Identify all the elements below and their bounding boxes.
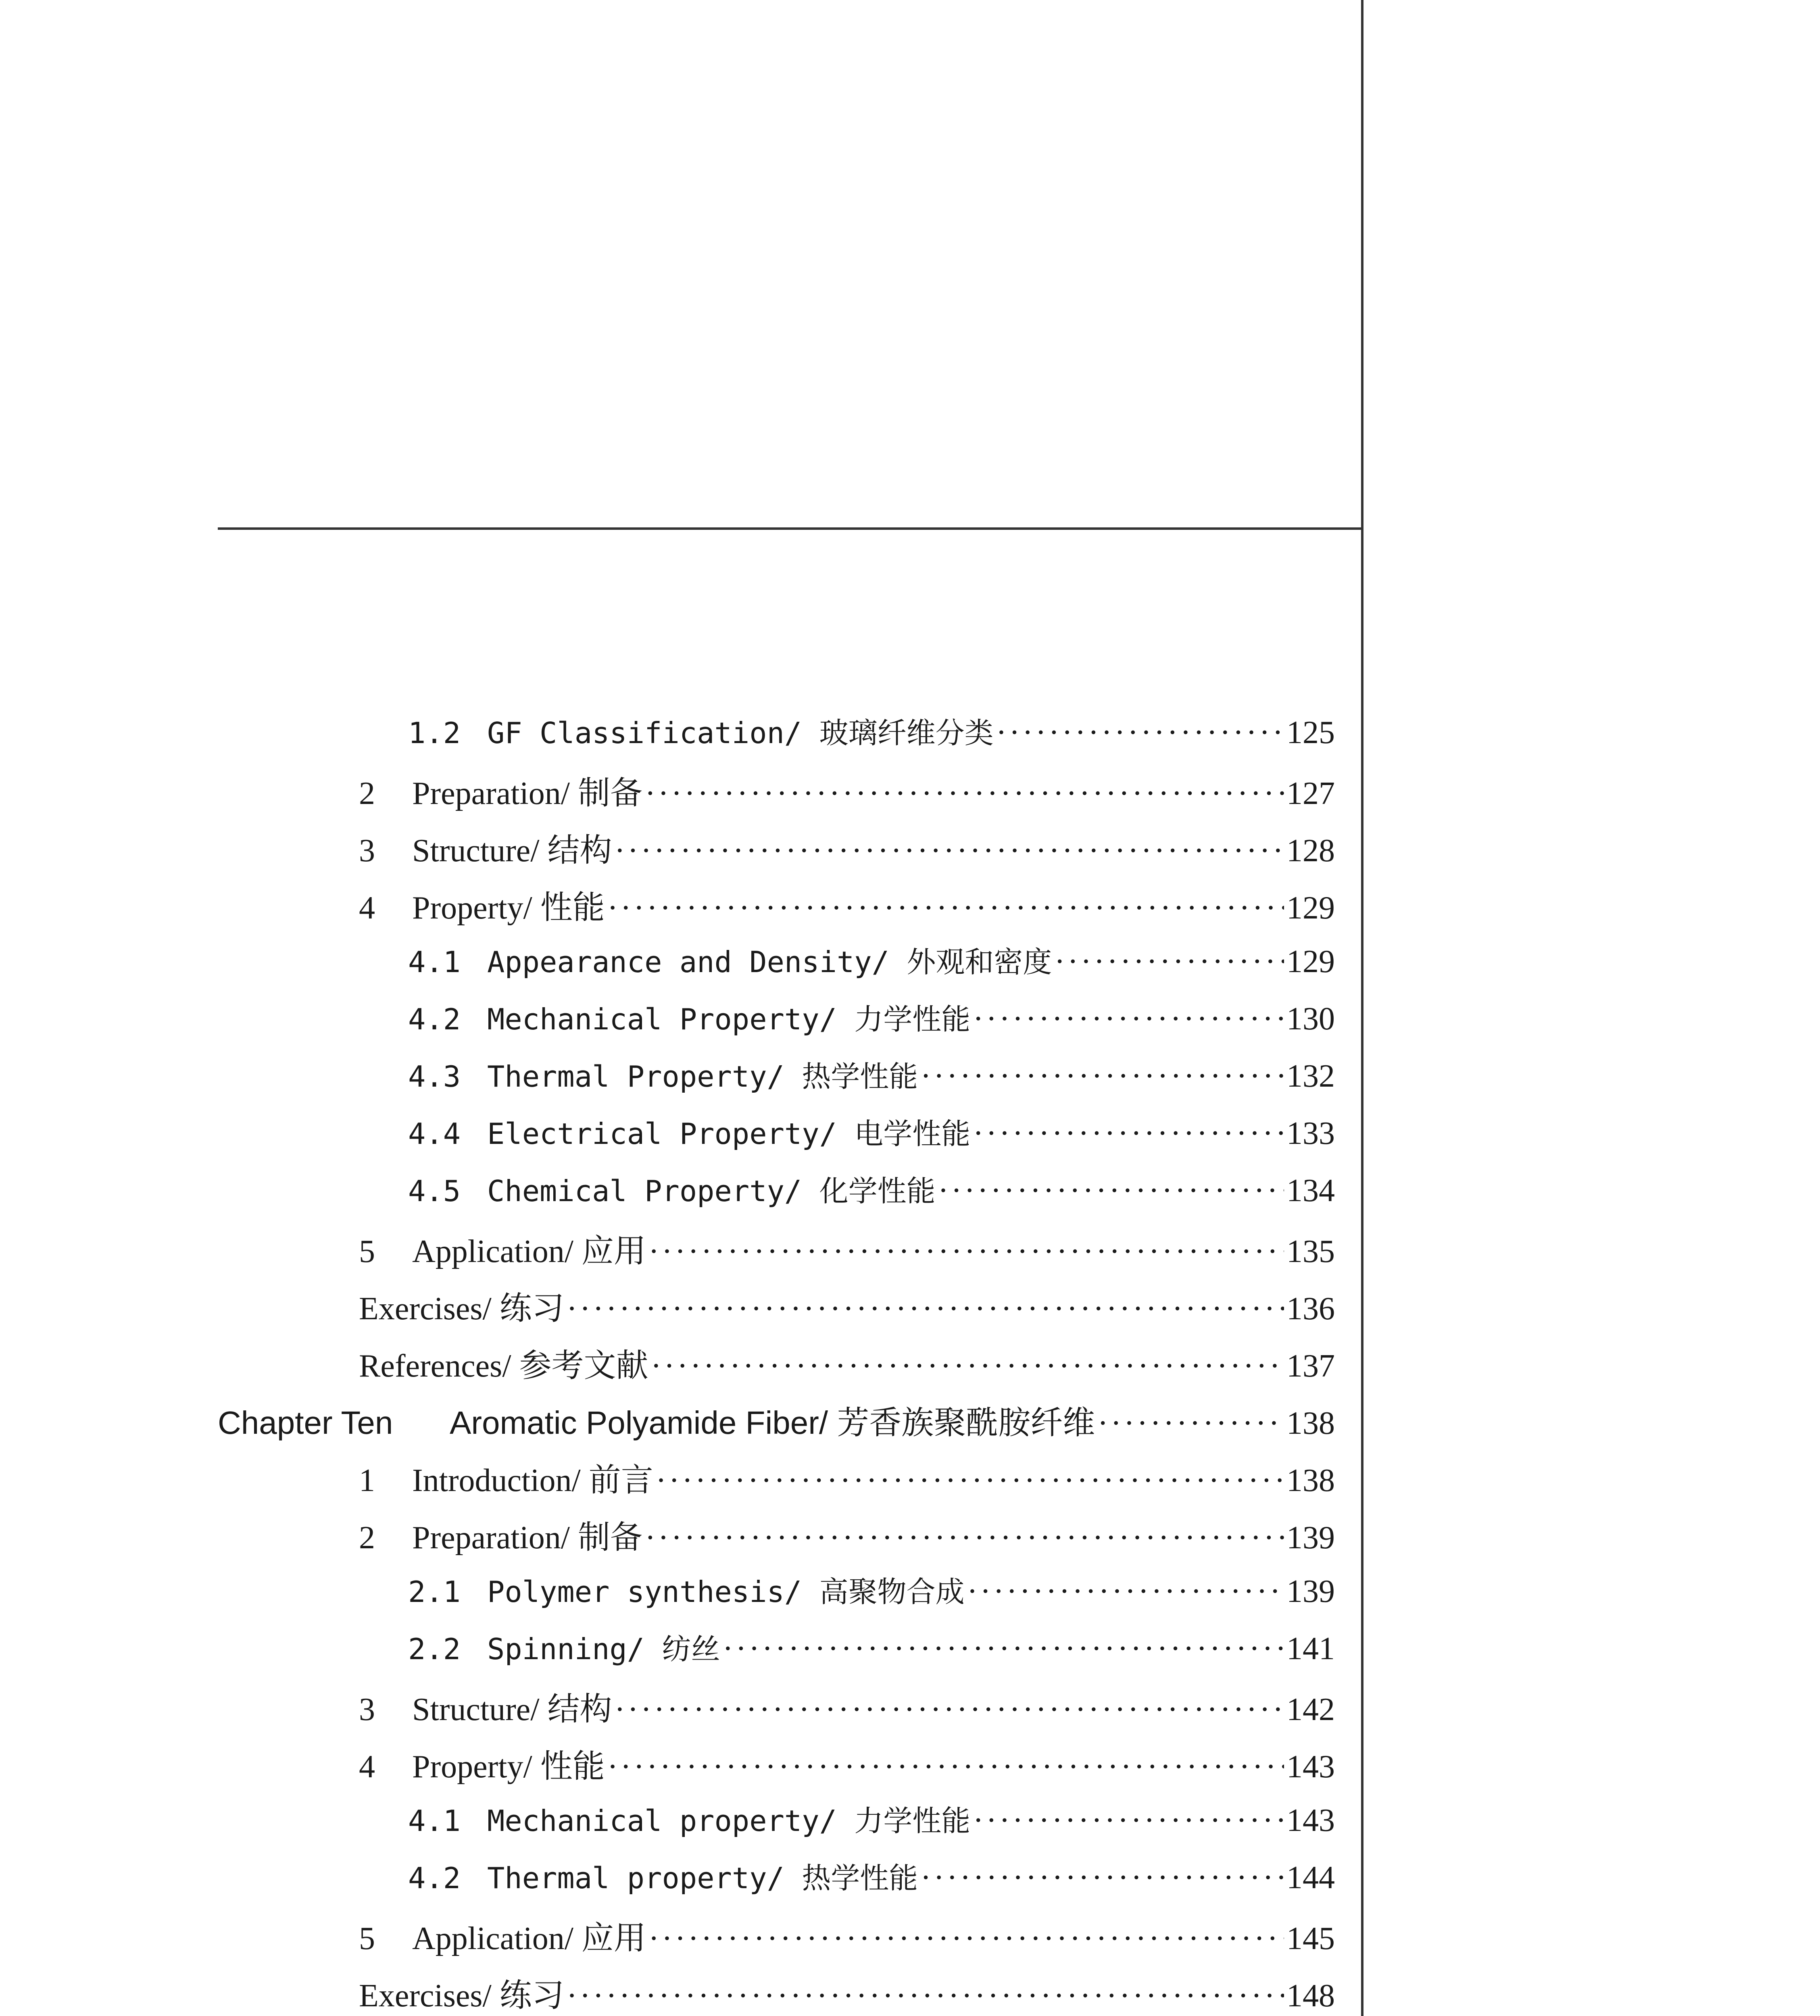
toc-entry-number: 4.2 [408,1861,461,1895]
toc-leader-dots [567,1978,1284,2014]
toc-entry-title: Preparation/ 制备 [412,776,642,811]
toc-entry-page: 130 [1286,1001,1335,1037]
toc-entry-page: 132 [1286,1058,1335,1094]
toc-leader-dots [648,1233,1284,1270]
toc-leader-dots [996,714,1284,751]
toc-entry-page: 136 [1286,1291,1335,1327]
toc-chapter-entry[interactable] [218,1397,1335,1445]
toc-leader-dots [645,1520,1284,1556]
toc-entry-page: 142 [1286,1692,1335,1727]
toc-entry-title: Spinning/ 纺丝 [487,1632,720,1666]
toc-entry-page: 128 [1286,833,1335,868]
toc-entry-number: 4 [359,890,375,926]
toc-entry-title: References/ 参考文献 [359,1348,648,1384]
toc-entry-number: 4.3 [408,1060,461,1093]
toc-entry[interactable] [359,767,1335,815]
toc-leader-dots [656,1462,1284,1499]
toc-entry-page: 138 [1286,1406,1335,1441]
toc-entry-page: 129 [1286,944,1335,979]
toc-entry[interactable] [359,824,1335,873]
toc-entry-title: Appearance and Density/ 外观和密度 [487,945,1052,979]
toc-entry-title: Preparation/ 制备 [412,1520,642,1556]
toc-entry-page: 133 [1286,1116,1335,1151]
toc-entry-page: 145 [1286,1921,1335,1956]
toc-entry-title: Thermal property/ 热学性能 [487,1861,918,1895]
toc-entry-page: 129 [1286,890,1335,926]
chapter-title: Aromatic Polyamide Fiber/ 芳香族聚酰胺纤维 [450,1405,1095,1441]
toc-entry-page: 134 [1286,1173,1335,1208]
toc-entry-title: GF Classification/ 玻璃纤维分类 [487,716,994,750]
toc-entry-number: 2 [359,776,375,811]
toc-entry-number: 4.1 [408,1804,461,1838]
toc-entry-page: 135 [1286,1234,1335,1269]
toc-entry-number: 3 [359,833,375,868]
toc-entry[interactable] [359,1454,1335,1502]
toc-leader-dots [607,890,1284,927]
toc-entry-title: Structure/ 结构 [412,1692,612,1727]
toc-entry-number: 3 [359,1692,375,1727]
toc-entry-title: Polymer synthesis/ 高聚物合成 [487,1575,965,1609]
toc-entry[interactable] [408,710,1335,758]
toc-entry[interactable] [359,1969,1335,2016]
toc-leader-dots [1097,1405,1284,1442]
toc-entry-title: Exercises/ 练习 [359,1291,564,1327]
toc-entry-number: 4.5 [408,1174,461,1208]
toc-leader-dots [648,1920,1284,1957]
toc-entry-title: Property/ 性能 [412,1749,605,1785]
toc-entry-title: Mechanical Property/ 力学性能 [487,1002,971,1036]
toc-entry[interactable] [359,1740,1335,1789]
toc-leader-dots [722,1631,1284,1667]
toc-entry[interactable] [408,1568,1335,1617]
toc-entry[interactable] [359,1339,1335,1388]
chapter-label: Chapter Ten [218,1405,393,1441]
toc-leader-dots [607,1749,1284,1785]
toc-leader-dots [1054,943,1284,980]
toc-entry[interactable] [359,1282,1335,1331]
toc-entry[interactable] [359,881,1335,930]
toc-entry[interactable] [359,1912,1335,1960]
toc-entry-page: 138 [1286,1463,1335,1498]
toc-entry-title: Electrical Property/ 电学性能 [487,1117,971,1151]
toc-entry-page: 144 [1286,1860,1335,1895]
toc-entry-title: Property/ 性能 [412,890,605,926]
toc-entry[interactable] [408,1626,1335,1674]
toc-entry-page: 139 [1286,1520,1335,1556]
toc-entry[interactable] [359,1683,1335,1731]
toc-entry-page: 125 [1286,715,1335,750]
toc-entry-page: 141 [1286,1631,1335,1666]
toc-entry-number: 5 [359,1234,375,1269]
toc-leader-dots [973,1802,1284,1839]
toc-entry[interactable] [408,1168,1335,1216]
toc-leader-dots [567,1291,1284,1327]
toc-leader-dots [920,1860,1284,1896]
toc-entry-title: Structure/ 结构 [412,833,612,868]
toc-entry-title: Application/ 应用 [412,1921,646,1956]
toc-entry-title: Exercises/ 练习 [359,1978,564,2014]
toc-entry-page: 143 [1286,1749,1335,1785]
toc-entry[interactable] [359,1511,1335,1560]
toc-entry[interactable] [408,1797,1335,1846]
toc-entry-number: 2.2 [408,1632,461,1666]
toc-entry-number: 2 [359,1520,375,1556]
toc-entry-number: 4.4 [408,1117,461,1151]
toc-entry-number: 1 [359,1463,375,1498]
toc-entry[interactable] [359,1225,1335,1273]
toc-entry-title: Thermal Property/ 热学性能 [487,1060,918,1093]
page-margin-vertical-rule [1361,0,1363,2016]
toc-entry-number: 2.1 [408,1575,461,1609]
page-header-horizontal-rule [218,527,1362,530]
toc-entry-page: 139 [1286,1574,1335,1609]
toc-entry-title: Mechanical property/ 力学性能 [487,1804,971,1838]
toc-entry[interactable] [408,939,1335,987]
toc-entry[interactable] [408,1110,1335,1159]
toc-entry-number: 5 [359,1921,375,1956]
toc-leader-dots [645,775,1284,812]
toc-leader-dots [938,1173,1284,1209]
toc-entry-page: 143 [1286,1803,1335,1838]
toc-entry-page: 137 [1286,1348,1335,1384]
toc-entry-title: Introduction/ 前言 [412,1463,653,1498]
toc-leader-dots [967,1573,1284,1610]
toc-entry-number: 1.2 [408,716,461,750]
toc-leader-dots [614,1691,1284,1728]
toc-leader-dots [920,1058,1284,1095]
toc-leader-dots [614,833,1284,869]
toc-entry-number: 4 [359,1749,375,1785]
toc-entry-number: 4.1 [408,945,461,979]
toc-entry-number: 4.2 [408,1002,461,1036]
toc-entry-page: 148 [1286,1978,1335,2014]
toc-entry-page: 127 [1286,776,1335,811]
toc-leader-dots [973,1115,1284,1152]
toc-entry[interactable] [408,996,1335,1044]
toc-entry[interactable] [408,1053,1335,1102]
toc-entry-title: Application/ 应用 [412,1234,646,1269]
toc-leader-dots [651,1348,1284,1385]
toc-entry[interactable] [408,1855,1335,1903]
toc-leader-dots [973,1001,1284,1037]
toc-entry-title: Chemical Property/ 化学性能 [487,1174,936,1208]
